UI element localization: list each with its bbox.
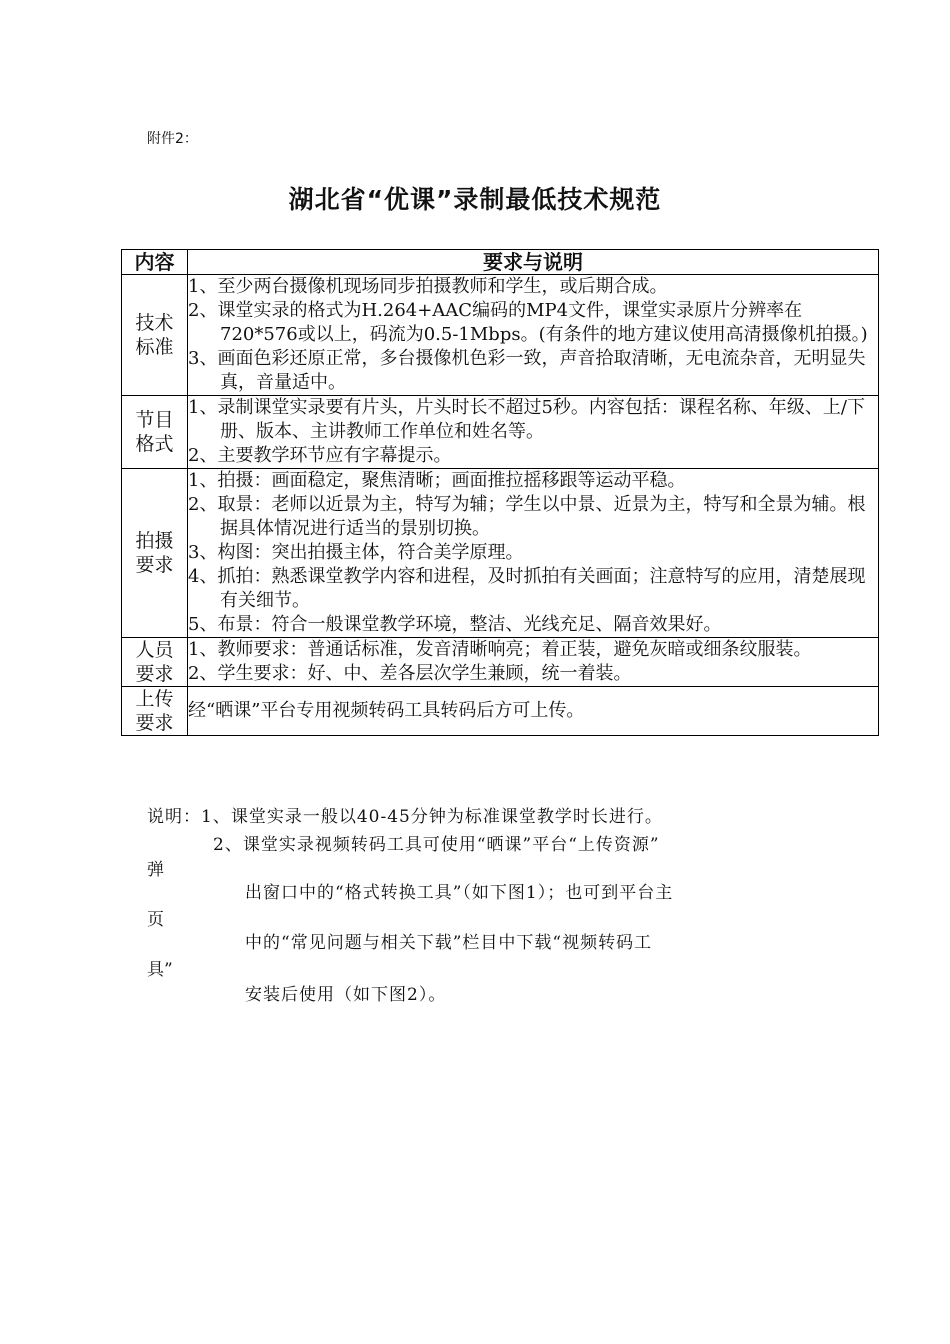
category-cell <box>122 687 188 736</box>
list-item: 2、取景：老师以近景为主，特写为辅；学生以中景、近景为主，特写和全景为辅。根据具体情况进行适当的景别切换。 <box>188 494 866 539</box>
note-side-char: 页 <box>147 910 164 930</box>
category-text: 人员 <box>135 639 174 661</box>
page-title: 湖北省“优课”录制最低技术规范 <box>288 185 662 214</box>
list-item: 2、课堂实录的格式为H.264+AAC编码的MP4文件，课堂实录原片分辨率在720*576或以上，码流为0.5-1Mbps。(有条件的地方建议使用高清摄像机拍摄。) <box>188 300 868 345</box>
requirement-cell <box>188 275 879 396</box>
list-item: 3、构图：突出拍摄主体，符合美学原理。 <box>188 542 524 563</box>
note-line-1: 说明：1、课堂实录一般以40-45分钟为标准课堂教学时长进行。 <box>147 807 663 827</box>
list-item: 经“晒课”平台专用视频转码工具转码后方可上传。 <box>188 700 585 721</box>
note-line-3: 出窗口中的“格式转换工具”（如下图1）；也可到平台主 <box>245 883 674 903</box>
list-item: 1、教师要求：普通话标准，发音清晰响亮；着正装，避免灰暗或细条纹服装。 <box>188 639 812 660</box>
note-line-4: 中的“常见问题与相关下载”栏目中下载“视频转码工 <box>245 933 653 953</box>
note-line-2: 2、课堂实录视频转码工具可使用“晒课”平台“上传资源” <box>213 835 660 855</box>
category-text: 格式 <box>135 433 174 455</box>
category-cell <box>122 469 188 638</box>
list-item: 5、布景：符合一般课堂教学环境，整洁、光线充足、隔音效果好。 <box>188 614 722 635</box>
category-text: 技术 <box>135 312 174 334</box>
table-row <box>122 638 879 687</box>
list-item: 4、抓拍：熟悉课堂教学内容和进程，及时抓拍有关画面；注意特写的应用，清楚展现有关细节。 <box>188 566 866 611</box>
header-content: 内容 <box>122 250 188 275</box>
category-cell <box>122 638 188 687</box>
table-row <box>122 275 879 396</box>
category-text: 拍摄 <box>135 530 174 552</box>
note-line-5: 安装后使用（如下图2）。 <box>245 985 447 1005</box>
category-text: 上传 <box>135 688 174 710</box>
attachment-label: 附件2： <box>147 131 198 147</box>
requirement-cell <box>188 396 879 469</box>
table-row <box>122 469 879 638</box>
list-item: 3、画面色彩还原正常，多台摄像机色彩一致，声音拾取清晰，无电流杂音，无明显失真，音量适中。 <box>188 348 866 393</box>
spec-table <box>121 249 879 736</box>
table-header-row <box>122 250 879 275</box>
category-cell <box>122 396 188 469</box>
category-text: 标准 <box>135 336 174 358</box>
category-text: 要求 <box>135 663 174 685</box>
note-side-char: 弹 <box>147 860 164 880</box>
list-item: 1、至少两台摄像机现场同步拍摄教师和学生，或后期合成。 <box>188 276 668 297</box>
category-text: 要求 <box>135 712 174 734</box>
category-text: 要求 <box>135 554 174 576</box>
category-text: 节目 <box>135 409 174 431</box>
requirement-cell <box>188 638 879 687</box>
table-row <box>122 687 879 736</box>
requirement-cell <box>188 469 879 638</box>
requirement-cell <box>188 687 879 736</box>
table-row <box>122 396 879 469</box>
header-requirements: 要求与说明 <box>188 250 879 275</box>
list-item: 2、学生要求：好、中、差各层次学生兼顾，统一着装。 <box>188 663 632 684</box>
category-cell <box>122 275 188 396</box>
note-side-char: 具” <box>147 960 173 980</box>
list-item: 1、录制课堂实录要有片头，片头时长不超过5秒。内容包括：课程名称、年级、上/下册、版本、主讲教师工作单位和姓名等。 <box>188 397 865 442</box>
list-item: 2、主要教学环节应有字幕提示。 <box>188 445 452 466</box>
list-item: 1、拍摄：画面稳定，聚焦清晰；画面推拉摇移跟等运动平稳。 <box>188 470 686 491</box>
